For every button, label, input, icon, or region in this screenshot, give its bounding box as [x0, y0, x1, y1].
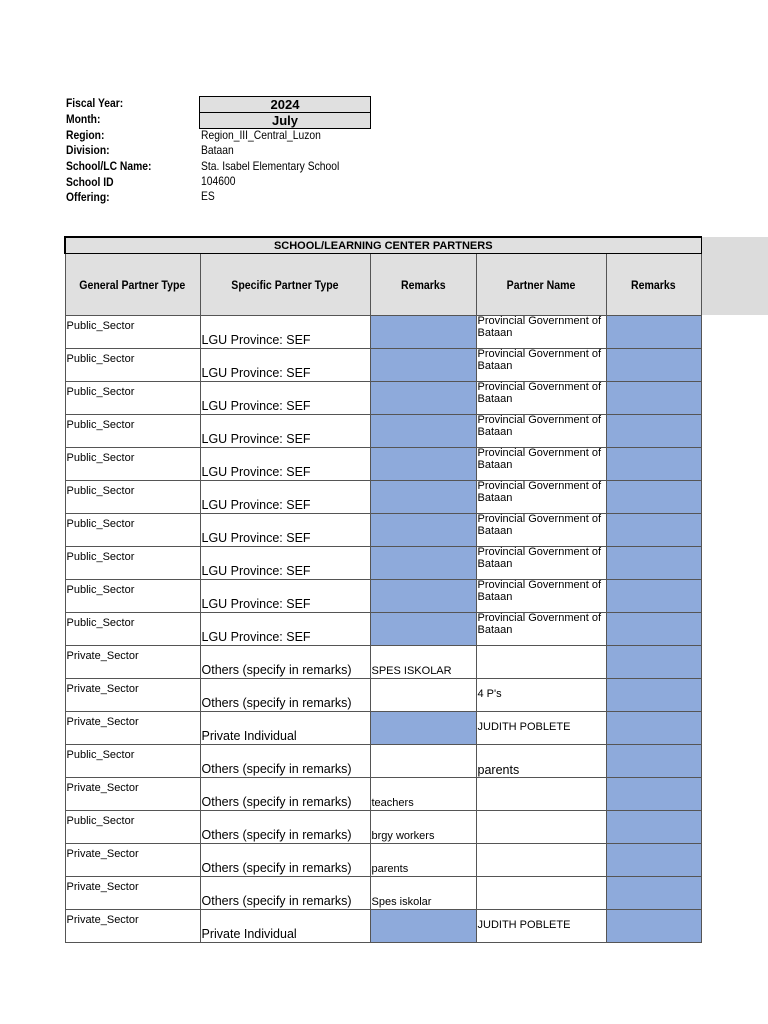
offering-value: ES — [201, 189, 215, 203]
cell-specific-partner-type[interactable]: LGU Province: SEF — [200, 316, 370, 349]
cell-remarks-2[interactable] — [606, 712, 701, 745]
cell-remarks[interactable] — [370, 481, 476, 514]
cell-remarks[interactable] — [370, 448, 476, 481]
cell-partner-name[interactable]: Provincial Government of Bataan — [476, 547, 606, 580]
cell-partner-name[interactable] — [476, 844, 606, 877]
cell-general-partner-type[interactable]: Private_Sector — [65, 778, 200, 811]
cell-partner-name[interactable]: JUDITH POBLETE — [476, 910, 606, 943]
cell-partner-name[interactable]: 4 P's — [476, 679, 606, 712]
cell-remarks[interactable]: brgy workers — [370, 811, 476, 844]
table-row — [65, 316, 701, 349]
cell-remarks-2[interactable] — [606, 514, 701, 547]
cell-partner-name[interactable] — [476, 811, 606, 844]
cell-remarks-2[interactable] — [606, 745, 701, 778]
header-remarks-2: Remarks — [606, 254, 701, 316]
cell-remarks[interactable] — [370, 712, 476, 745]
cell-specific-partner-type[interactable]: Others (specify in remarks) — [200, 811, 370, 844]
cell-remarks-2[interactable] — [606, 877, 701, 910]
month-value[interactable]: July — [199, 112, 371, 129]
cell-partner-name[interactable]: Provincial Government of Bataan — [476, 349, 606, 382]
cell-specific-partner-type[interactable]: LGU Province: SEF — [200, 547, 370, 580]
cell-remarks-2[interactable] — [606, 349, 701, 382]
cell-general-partner-type[interactable]: Private_Sector — [65, 910, 200, 943]
cell-specific-partner-type[interactable]: Private Individual — [200, 712, 370, 745]
cell-partner-name[interactable] — [476, 778, 606, 811]
cell-specific-partner-type[interactable]: LGU Province: SEF — [200, 613, 370, 646]
header-remarks: Remarks — [370, 254, 476, 316]
cell-remarks-2[interactable] — [606, 547, 701, 580]
cell-general-partner-type[interactable]: Public_Sector — [65, 382, 200, 415]
cell-partner-name[interactable]: Provincial Government of Bataan — [476, 613, 606, 646]
header-partner-name: Partner Name — [476, 254, 606, 316]
cell-partner-name[interactable]: Provincial Government of Bataan — [476, 481, 606, 514]
cell-general-partner-type[interactable]: Public_Sector — [65, 613, 200, 646]
cell-remarks-2[interactable] — [606, 844, 701, 877]
partners-table — [64, 236, 702, 943]
table-title: SCHOOL/LEARNING CENTER PARTNERS — [65, 237, 701, 254]
cell-remarks[interactable] — [370, 316, 476, 349]
header-specific-partner-type: Specific Partner Type — [200, 254, 370, 316]
offering-label: Offering: — [66, 190, 110, 204]
fiscal-year-value[interactable]: 2024 — [199, 96, 371, 113]
cell-remarks[interactable] — [370, 349, 476, 382]
division-value: Bataan — [201, 143, 234, 157]
cell-specific-partner-type[interactable]: Private Individual — [200, 910, 370, 943]
school-id-label: School ID — [66, 175, 114, 189]
cell-general-partner-type[interactable]: Public_Sector — [65, 448, 200, 481]
cell-partner-name[interactable]: Provincial Government of Bataan — [476, 316, 606, 349]
cell-general-partner-type[interactable]: Public_Sector — [65, 349, 200, 382]
cell-remarks-2[interactable] — [606, 580, 701, 613]
table-row — [65, 481, 701, 514]
cell-specific-partner-type[interactable]: LGU Province: SEF — [200, 382, 370, 415]
cell-remarks-2[interactable] — [606, 910, 701, 943]
cell-remarks-2[interactable] — [606, 382, 701, 415]
cell-remarks-2[interactable] — [606, 415, 701, 448]
cell-specific-partner-type[interactable]: LGU Province: SEF — [200, 580, 370, 613]
school-name-label: School/LC Name: — [66, 159, 152, 173]
cell-general-partner-type[interactable]: Private_Sector — [65, 646, 200, 679]
header-fill-band — [700, 237, 768, 315]
cell-specific-partner-type[interactable]: LGU Province: SEF — [200, 415, 370, 448]
cell-partner-name[interactable]: Provincial Government of Bataan — [476, 415, 606, 448]
month-label: Month: — [66, 112, 101, 126]
cell-remarks-2[interactable] — [606, 316, 701, 349]
cell-specific-partner-type[interactable]: Others (specify in remarks) — [200, 877, 370, 910]
cell-remarks[interactable]: Spes iskolar — [370, 877, 476, 910]
cell-remarks-2[interactable] — [606, 646, 701, 679]
cell-specific-partner-type[interactable]: Others (specify in remarks) — [200, 745, 370, 778]
cell-partner-name[interactable]: parents — [476, 745, 606, 778]
table-row — [65, 844, 701, 877]
cell-general-partner-type[interactable]: Private_Sector — [65, 844, 200, 877]
region-value: Region_III_Central_Luzon — [201, 128, 321, 142]
table-row — [65, 415, 701, 448]
header-general-partner-type: General Partner Type — [65, 254, 200, 316]
cell-general-partner-type[interactable]: Private_Sector — [65, 877, 200, 910]
cell-remarks-2[interactable] — [606, 613, 701, 646]
table-row — [65, 580, 701, 613]
cell-partner-name[interactable]: Provincial Government of Bataan — [476, 448, 606, 481]
cell-remarks[interactable] — [370, 745, 476, 778]
cell-specific-partner-type[interactable]: Others (specify in remarks) — [200, 844, 370, 877]
table-row — [65, 712, 701, 745]
cell-remarks[interactable] — [370, 415, 476, 448]
cell-specific-partner-type[interactable]: Others (specify in remarks) — [200, 646, 370, 679]
cell-specific-partner-type[interactable]: LGU Province: SEF — [200, 448, 370, 481]
table-row — [65, 382, 701, 415]
division-label: Division: — [66, 143, 110, 157]
cell-remarks[interactable]: teachers — [370, 778, 476, 811]
cell-general-partner-type[interactable]: Public_Sector — [65, 811, 200, 844]
cell-general-partner-type[interactable]: Private_Sector — [65, 712, 200, 745]
cell-remarks-2[interactable] — [606, 778, 701, 811]
cell-specific-partner-type[interactable]: Others (specify in remarks) — [200, 679, 370, 712]
table-row — [65, 679, 701, 712]
cell-remarks-2[interactable] — [606, 448, 701, 481]
table-row — [65, 613, 701, 646]
table-row — [65, 778, 701, 811]
cell-remarks[interactable] — [370, 514, 476, 547]
table-row — [65, 448, 701, 481]
cell-general-partner-type[interactable]: Private_Sector — [65, 679, 200, 712]
cell-partner-name[interactable] — [476, 877, 606, 910]
cell-partner-name[interactable] — [476, 646, 606, 679]
school-name-value: Sta. Isabel Elementary School — [201, 159, 340, 173]
cell-remarks-2[interactable] — [606, 481, 701, 514]
cell-specific-partner-type[interactable]: LGU Province: SEF — [200, 481, 370, 514]
cell-partner-name[interactable]: Provincial Government of Bataan — [476, 514, 606, 547]
cell-general-partner-type[interactable]: Public_Sector — [65, 415, 200, 448]
cell-remarks[interactable] — [370, 910, 476, 943]
table-row — [65, 514, 701, 547]
table-row — [65, 547, 701, 580]
cell-general-partner-type[interactable]: Public_Sector — [65, 745, 200, 778]
table-row — [65, 745, 701, 778]
cell-specific-partner-type[interactable]: LGU Province: SEF — [200, 349, 370, 382]
cell-remarks[interactable] — [370, 679, 476, 712]
cell-general-partner-type[interactable]: Public_Sector — [65, 481, 200, 514]
cell-remarks[interactable] — [370, 547, 476, 580]
cell-specific-partner-type[interactable]: LGU Province: SEF — [200, 514, 370, 547]
cell-partner-name[interactable]: JUDITH POBLETE — [476, 712, 606, 745]
cell-general-partner-type[interactable]: Public_Sector — [65, 514, 200, 547]
region-label: Region: — [66, 128, 105, 142]
fiscal-year-label: Fiscal Year: — [66, 96, 124, 110]
cell-partner-name[interactable]: Provincial Government of Bataan — [476, 382, 606, 415]
cell-partner-name[interactable]: Provincial Government of Bataan — [476, 580, 606, 613]
cell-remarks-2[interactable] — [606, 811, 701, 844]
cell-remarks[interactable]: parents — [370, 844, 476, 877]
cell-general-partner-type[interactable]: Public_Sector — [65, 547, 200, 580]
table-row — [65, 349, 701, 382]
school-id-value: 104600 — [201, 174, 236, 188]
cell-remarks[interactable]: SPES ISKOLAR — [370, 646, 476, 679]
cell-remarks-2[interactable] — [606, 679, 701, 712]
cell-specific-partner-type[interactable]: Others (specify in remarks) — [200, 778, 370, 811]
cell-remarks[interactable] — [370, 613, 476, 646]
cell-remarks[interactable] — [370, 382, 476, 415]
cell-remarks[interactable] — [370, 580, 476, 613]
cell-general-partner-type[interactable]: Public_Sector — [65, 316, 200, 349]
table-row — [65, 646, 701, 679]
table-row — [65, 811, 701, 844]
cell-general-partner-type[interactable]: Public_Sector — [65, 580, 200, 613]
table-row — [65, 877, 701, 910]
table-row — [65, 910, 701, 943]
